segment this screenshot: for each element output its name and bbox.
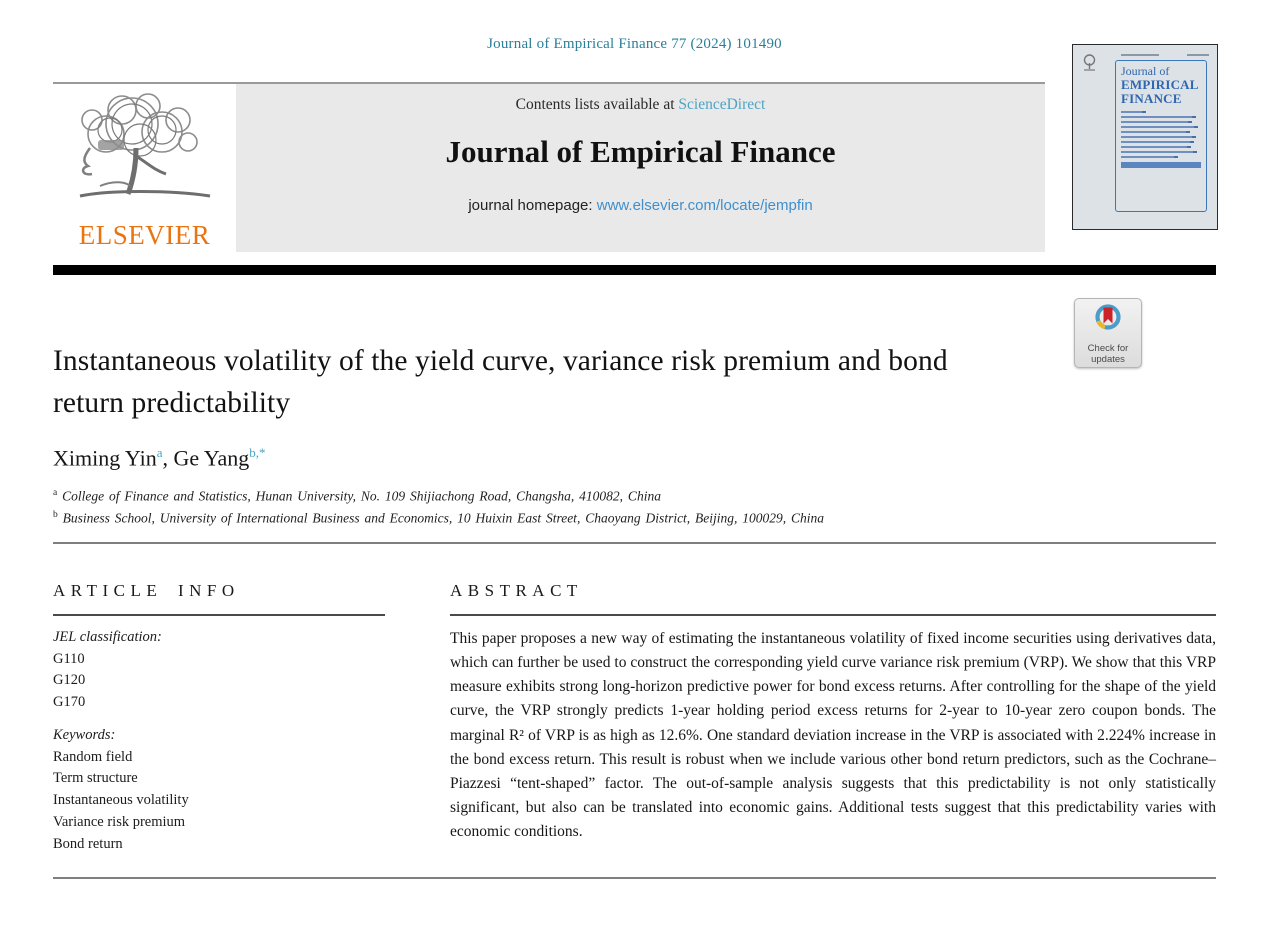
contents-line — [236, 96, 1045, 114]
affiliations — [53, 486, 1216, 529]
journal-masthead — [53, 84, 1045, 252]
cover-title-line3: FINANCE — [1121, 90, 1182, 106]
cover-issue-text — [1121, 54, 1159, 56]
author-affiliation-mark[interactable]: b,* — [249, 444, 266, 460]
check-for-updates-badge[interactable] — [1074, 298, 1142, 368]
cover-footer-bar — [1121, 162, 1201, 168]
journal-title: Journal of Empirical Finance — [445, 134, 836, 169]
jel-label: JEL classification: — [53, 628, 162, 645]
page-bottom-rule — [53, 877, 1216, 879]
cover-mini-tree-icon — [1082, 54, 1097, 72]
cover-title-box — [1115, 60, 1207, 212]
cover-title-line2: EMPIRICAL — [1121, 76, 1199, 92]
homepage-prefix: journal homepage: — [468, 197, 597, 214]
abstract-rule — [450, 614, 1216, 616]
abstract-text: This paper proposes a new way of estimating the instantaneous volatility of fixed income securities using derivatives data, which can further be used to construct the corresponding yield curve variance risk premium (VRP). We show that this VRP measure exhibits strong long-horizon predictive power for bond excess returns. After controlling for the shape of the yield curve, the VRP strongly predicts 1-year holding period excess returns for 2-year to 10-year zero coupon bonds. The marginal R² of VRP is as high as 12.6%. One standard deviation increase in the VRP is associated with 2.224% increase in the bond excess return. This result is robust when we include various other bond return predictors, such as the Cochrane–Piazzesi “tent-shaped” factor. The out-of-sample analysis suggests that this predictability is not only statistically significant, but also can be translated into economic gains. Additional tests suggest that this predictability varies with economic conditions. — [450, 629, 1216, 841]
elsevier-tree-icon — [70, 90, 220, 218]
jel-code: G110 — [53, 650, 85, 667]
affiliation-line: $^b$ Business School, University of International Business and Economics, 10 Huixin East Street, Chaoyang District, Beijing, 100029, China — [53, 509, 825, 525]
journal-cover-thumbnail — [1072, 44, 1218, 230]
cover-issn-text — [1187, 54, 1209, 56]
keyword: Bond return — [53, 835, 123, 852]
crossmark-icon — [1091, 302, 1125, 338]
affiliation-line: $^a$ College of Finance and Statistics, Hunan University, No. 109 Shijiachong Road, Changsha, 410082, China — [53, 488, 661, 504]
jel-code: G120 — [53, 672, 86, 689]
masthead-divider-bar — [53, 265, 1216, 275]
keyword: Instantaneous volatility — [53, 792, 189, 809]
author-line: Ximing Yin$^a$, Ge Yang$^{b,*}$ — [53, 444, 266, 471]
article-info-column — [53, 544, 385, 856]
keyword: Variance risk premium — [53, 813, 186, 830]
keywords-label: Keywords: — [53, 726, 116, 743]
homepage-line — [236, 197, 1045, 214]
keyword: Term structure — [53, 770, 138, 787]
elsevier-logo-block — [53, 84, 236, 252]
elsevier-wordmark: ELSEVIER — [78, 220, 211, 250]
cover-title-line1: Journal of — [1121, 64, 1170, 78]
author-name: Ge Yang — [173, 445, 250, 471]
article-info-heading: ARTICLE INFO — [53, 580, 240, 600]
sciencedirect-link[interactable]: ScienceDirect — [678, 96, 766, 113]
masthead-graybox — [236, 84, 1045, 252]
cover-contents-lines — [1121, 111, 1201, 158]
jel-code: G170 — [53, 694, 86, 711]
author-affiliation-mark[interactable]: a — [156, 444, 163, 460]
abstract-column — [450, 544, 1216, 856]
journal-citation: Journal of Empirical Finance 77 (2024) 101490 — [487, 36, 782, 52]
homepage-link[interactable]: www.elsevier.com/locate/jempfin — [596, 197, 813, 214]
article-title: Instantaneous volatility of the yield curve, variance risk premium and bond return predictability — [53, 345, 948, 419]
contents-prefix: Contents lists available at — [515, 96, 679, 113]
abstract-heading: ABSTRACT — [450, 580, 583, 600]
keyword: Random field — [53, 748, 133, 765]
check-updates-label: Check for updates — [1087, 343, 1129, 365]
author-name: Ximing Yin — [53, 445, 157, 471]
article-info-rule — [53, 614, 385, 616]
